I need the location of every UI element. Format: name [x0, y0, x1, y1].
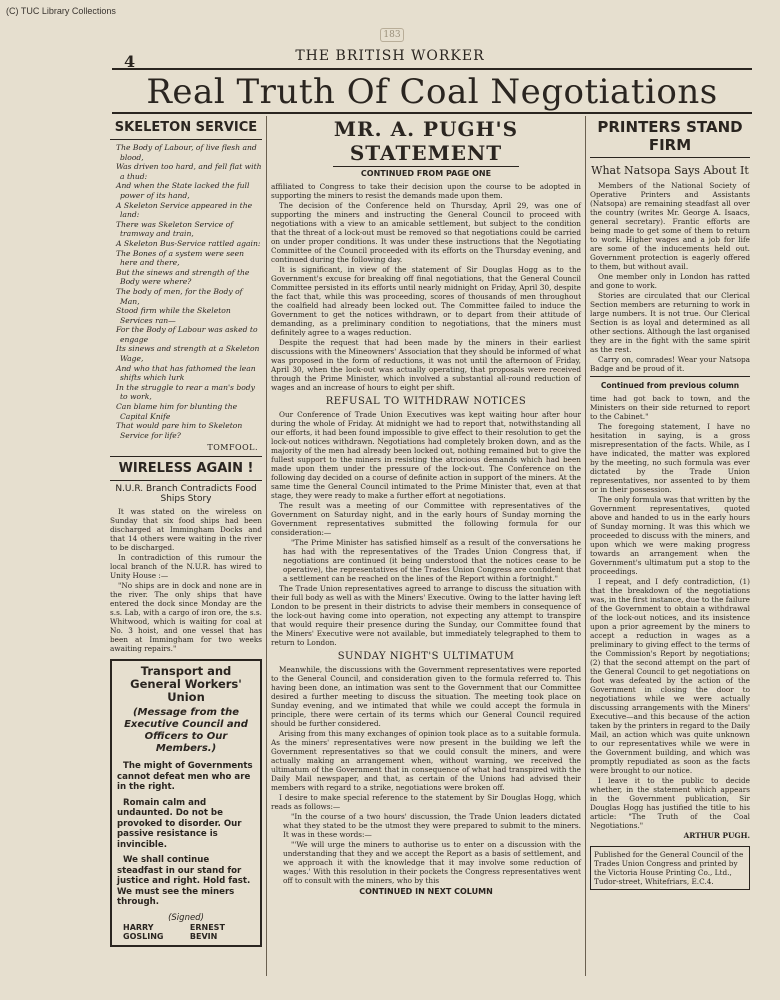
printers-subtitle: What Natsopa Says About It — [591, 164, 749, 177]
divider — [110, 456, 262, 457]
article-continuation — [590, 394, 750, 840]
poem-line: And who that has fathomed the lean shifts which lurk — [116, 363, 256, 383]
quotation — [271, 538, 581, 583]
paragraph: I desire to make special reference to the statement by Sir Douglas Hogg, which reads as follows:— — [271, 793, 581, 811]
left-column — [110, 116, 262, 976]
wireless-title: WIRELESS AGAIN ! — [118, 461, 254, 477]
printers-title: PRINTERS STAND FIRM — [597, 118, 743, 154]
poem-line: A Skeleton Bus-Service rattled again: — [116, 238, 261, 248]
paragraph: "'We will urge the miners to authorise us to enter on a discussion with the understanding that they and we accept the Report as a basis of settlement, and we approach it with the knowledge that it may involve some reduction of wages.' With this resolution in their pockets the Congress representatives went off to consult with the miners, who by this — [283, 840, 581, 885]
poem-signature: TOMFOOL. — [207, 443, 258, 453]
paragraph: "The Prime Minister has satisfied himself as a result of the conversations he has had with the representatives of the Trades Union Congress that, if negotiations are continued (it being understood that the notices cease to be operative), the representatives of the Trades Union Congress are confident that a settlement can be reached on the lines of the Report within a fortnight." — [283, 538, 581, 583]
paragraph: Members of the National Society of Operative Printers and Assistants (Natsopa) are remaining steadfast all over the country (writes Mr. George A. Isaacs, general secretary). Frantic efforts are being made to get some of them to return to work. Higher wages and a job for life are some of the inducements held out. Government protection is eagerly offered to them, but without avail. — [590, 181, 750, 271]
poem-line: The Bones of a system were seen here and there, — [116, 248, 244, 268]
copyright-notice: (C) TUC Library Collections — [6, 6, 116, 16]
paragraph: We shall continue steadfast in our stand for justice and right. Hold fast. We must see the miners through. — [117, 855, 251, 908]
poem-line: In the struggle to rear a man's body to work, — [116, 382, 255, 402]
continued-next-label: CONTINUED IN NEXT COLUMN — [359, 887, 493, 896]
paragraph: Our Conference of Trade Union Executives was kept waiting hour after hour during the whole of Friday. At midnight we had to report that, notwithstanding all our efforts, it had been found impossible to give effect to their resolution to get the lock-out notices withdrawn. Negotiations had completely broken down, and as the majority of the men had already been locked out, nothing remained but to give the fullest support to the miners in resisting the atrocious demands which had been made upon them under the pressure of the lock-out. The Conference on the following day decided on a course of definite action in support of the miners. At the same time the General Council intimated to the Prime Minister that, even at that stage, they were ready to make a further effort at negotiations. — [271, 410, 581, 500]
poem-line: A Skeleton Service appeared in the land: — [116, 200, 253, 220]
tgwu-subtitle: (Message from the Executive Council and Officers to Our Members.) — [124, 707, 248, 755]
paragraph: "In the course of a two hours' discussion, the Trade Union leaders dictated what they stated to be the utmost they were prepared to submit to the miners. It was in these words:— — [283, 812, 581, 839]
quotation — [271, 812, 581, 885]
paragraph: The only formula was that written by the Government representatives, quoted above and handed to us in the early hours of Sunday morning. It was this which we proceeded to discuss with the miners, and upon which we were making progress towards an arrangement when the Government's ultimatum put a stop to the proceedings. — [590, 495, 750, 576]
skeleton-service-poem — [110, 143, 262, 440]
poem-line: The Body of Labour, of live flesh and blood, — [116, 143, 257, 162]
poem-line: There was Skeleton Service of tramway and train, — [116, 219, 234, 239]
printers-body — [590, 181, 750, 373]
tgwu-signatories — [117, 923, 255, 941]
archive-stamp: 183 — [380, 28, 404, 42]
divider — [110, 139, 262, 140]
article-title-line1: MR. A. PUGH'S — [333, 117, 519, 141]
right-column — [590, 116, 750, 976]
section-heading: SUNDAY NIGHT'S ULTIMATUM — [337, 651, 515, 662]
continued-from-label: Continued from previous column — [600, 381, 740, 390]
paragraph: "No ships are in dock and none are in the river. The only ships that have entered the dock since Monday are the s.s. Lab, with a cargo of iron ore, the s.s. Whitwood, which is waiting for coal at No. 3 hoist, and one vessel that has been at Immingham for two weeks awaiting repairs." — [110, 581, 262, 654]
poem-line: But the sinews and strength of the Body were where? — [116, 267, 250, 287]
tgwu-message-box — [110, 659, 262, 947]
article-title-line2: STATEMENT — [349, 141, 503, 165]
paragraph: The foregoing statement, I have no hesitation in saying, is a gross misrepresentation of the facts. While, as I have indicated, the matter was explored by the meeting, no such formula was ever dictated by the Trade Union representatives, nor assented to by them or in their possession. — [590, 422, 750, 494]
paragraph: It is significant, in view of the statement of Sir Douglas Hogg as to the Government's excuse for breaking off final negotiations, that the General Council Committee persisted in its efforts until nearly midnight on Friday, April 30, despite the fact that, while this was proceeding, scores of thousands of men throughout the coalfield had already been locked out. The Committee failed to induce the Government to get the notices withdrawn, or to depart from their attitude of demanding, as a preliminary condition to negotiations, that the miners must definitely agree to a wages reduction. — [271, 265, 581, 337]
paragraph: Stories are circulated that our Clerical Section members are returning to work in large numbers. It is not true. Our Clerical Section is as loyal and determined as all other sections. Although the last organised they are in the fight with the same spirit as the rest. — [590, 291, 750, 354]
skeleton-service-title: SKELETON SERVICE — [114, 120, 258, 135]
page-number: 4 — [124, 52, 136, 71]
paragraph: The decision of the Conference held on Thursday, April 29, was one of supporting the miners and instructing the General Council to proceed with negotiations with a view to an amicable settlement, but subject to the condition that the threat of a lock-out must be removed so that negotiations could be carried on under proper conditions. It was under these instructions that the Negotiating Committee of the Council proceeded with its efforts on the Thursday evening, and continued during the following day. — [271, 201, 581, 264]
continued-from-label: CONTINUED FROM PAGE ONE — [333, 166, 519, 178]
paragraph: I repeat, and I defy contradiction, (1) that the breakdown of the negotiations was, in the first instance, due to the failure of the Government to obtain a withdrawal of the lock-out notices, and its insistence upon a prior agreement by the miners to accept a reduction in wages as a preliminary to giving effect to the terms of the Commission's Report by negotiations; (2) that the second attempt on the part of the General Council to get negotiations on foot was defeated by the action of the Government in closing the door to negotiations while we were actually discussing arrangements with the Miners' Executive—and this because of the action taken by the printers in regard to the Daily Mail, an action which was quite unknown to our representatives while we were in the Government building, and which was promptly repudiated as soon as the facts were brought to our notice. — [590, 577, 750, 775]
author-signature: ARTHUR PUGH. — [683, 831, 750, 840]
paragraph: affiliated to Congress to take their decision upon the course to be adopted in supporting the miners to resist the demands made upon them. — [271, 182, 581, 200]
poem-line: Its sinews and strength at a Skeleton Wage, — [116, 344, 260, 364]
article-body — [271, 410, 581, 537]
masthead-rule — [112, 68, 752, 70]
paragraph: I leave it to the public to decide whether, in the statement which appears in the Government publication, Sir Douglas Hogg has justified the title to his article: "The Truth of the Coal Negotiations." — [590, 776, 750, 830]
middle-column — [266, 116, 586, 976]
headline-rule — [112, 112, 752, 114]
tgwu-signed: (Signed) — [168, 912, 204, 923]
article-body — [271, 665, 581, 811]
publisher-imprint: Published for the General Council of the Trades Union Congress and printed by the Victoria House Printing Co., Ltd., Tudor-street, Whitefriars, E.C.4. — [590, 846, 750, 890]
paragraph: time had got back to town, and the Ministers on their side returned to report to the Cabinet." — [590, 394, 750, 421]
section-heading: REFUSAL TO WITHDRAW NOTICES — [325, 396, 527, 407]
paragraph: It was stated on the wireless on Sunday that six food ships had been discharged at Immingham Docks and that 14 others were waiting in the river to be discharged. — [110, 507, 262, 553]
article-body — [271, 584, 581, 647]
paragraph: Romain calm and undaunted. Do not be provoked to disorder. Our passive resistance is invincible. — [117, 797, 242, 850]
poem-line: Can blame him for blunting the Capital Knife — [116, 402, 238, 421]
divider — [590, 376, 750, 377]
poem-line: Stood firm while the Skeleton Services ran— — [116, 306, 231, 325]
tgwu-title: Transport and General Workers' Union — [130, 664, 242, 705]
divider — [110, 480, 262, 481]
poem-line: For the Body of Labour was asked to engage — [116, 325, 258, 344]
article-body — [271, 182, 581, 392]
masthead: THE BRITISH WORKER — [295, 48, 485, 64]
headline: Real Truth Of Coal Negotiations — [146, 72, 718, 112]
poem-line: That would pare him to Skeleton Service for life? — [116, 421, 243, 440]
divider — [590, 157, 750, 158]
paragraph: The result was a meeting of our Committee with representatives of the Government on Saturday night, and in the early hours of Sunday morning the Government representatives submitted the following formula for our consideration:— — [271, 501, 581, 537]
paragraph: The Trade Union representatives agreed to arrange to discuss the situation with their full body as well as with the Miners' Executive. Owing to the latter having left London to be present in their districts to advise their members in consequence of the lock-out having come into operation, not expecting any attempt to transpire that would require their presence during the Sunday, our Committee found that the Miners' Executive were not available, but immediately telegraphed to them to return to London. — [271, 584, 581, 647]
poem-line: And when the State lacked the full power of its hand, — [116, 181, 250, 200]
tgwu-body — [117, 761, 255, 908]
paragraph: In contradiction of this rumour the local branch of the N.U.R. has wired to Unity House :— — [110, 553, 262, 581]
paragraph: Arising from this many exchanges of opinion took place as to a suitable formula. As the miners' representatives were now present in the building we left the Government representatives so that we could consult the miners, and were actually making an arrangement when, without warning, we received the ultimatum of the Government that in consequence of what had transpired with the Daily Mail newspaper, and that, as certain of the Unions had advised their members with regard to a strike, negotiations were broken off. — [271, 729, 581, 792]
paragraph: Carry on, comrades! Wear your Natsopa Badge and be proud of it. — [590, 355, 750, 373]
wireless-subtitle: N.U.R. Branch Contradicts Food Ships Story — [115, 484, 257, 505]
wireless-body — [110, 507, 262, 653]
poem-line: The body of men, for the Body of Man, — [116, 286, 243, 306]
paragraph: Meanwhile, the discussions with the Government representatives were reported to the General Council, and consideration given to the formula referred to. This having been done, an intimation was sent to the Government that our Committee desired a further meeting to discuss the situation. The meeting took place on Sunday evening, and we intimated that while we could accept the formula in principle, there were certain of its terms which our General Council required should be further considered. — [271, 665, 581, 728]
paragraph: The might of Governments cannot defeat men who are in the right. — [117, 761, 253, 793]
signatory-name: HARRY GOSLING — [123, 922, 164, 941]
paragraph: One member only in London has ratted and gone to work. — [590, 272, 750, 290]
paragraph: Despite the request that had been made by the miners in their earliest discussions with the Mineowners' Association that they should be informed of what was proposed in the form of reductions, it was not until the afternoon of Friday, April 30, when the lock-out was actually operating, that proposals were received through the Prime Minister, which involved a substantial all-round reduction of wages and an increase of hours to eight per shift. — [271, 338, 581, 392]
signatory-name: ERNEST BEVIN — [189, 922, 225, 941]
poem-line: Was driven too hard, and fell flat with a thud: — [116, 162, 262, 181]
